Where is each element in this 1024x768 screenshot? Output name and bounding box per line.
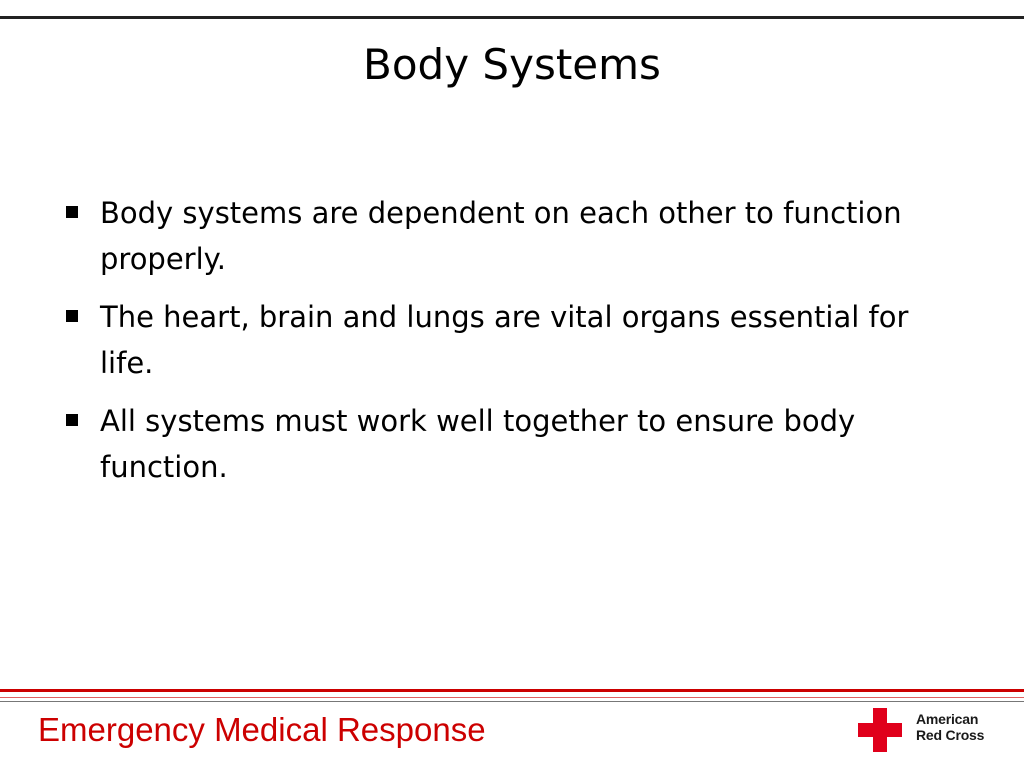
- square-bullet-icon: [66, 206, 78, 218]
- top-divider: [0, 16, 1024, 19]
- square-bullet-icon: [66, 414, 78, 426]
- bullet-text: The heart, brain and lungs are vital organs essential for life.: [100, 300, 909, 380]
- bullet-list: [62, 190, 962, 502]
- bullet-text: All systems must work well together to ensure body function.: [100, 404, 856, 484]
- logo-line-1: American: [916, 711, 979, 727]
- footer-divider-red-thin: [0, 697, 1024, 698]
- logo-wordmark: [916, 711, 1011, 743]
- square-bullet-icon: [66, 310, 78, 322]
- bullet-text: Body systems are dependent on each other to function properly.: [100, 196, 902, 276]
- bullet-item: [62, 398, 962, 490]
- course-title: Emergency Medical Response: [38, 711, 486, 748]
- logo-line-2: Red Cross: [916, 727, 985, 743]
- footer-divider-red: [0, 689, 1024, 692]
- slide-title: Body Systems: [363, 40, 661, 89]
- bullet-item: [62, 294, 962, 386]
- footer-divider-gray: [0, 701, 1024, 702]
- bullet-item: [62, 190, 962, 282]
- american-red-cross-logo: [858, 708, 1008, 754]
- red-cross-icon: [858, 708, 902, 752]
